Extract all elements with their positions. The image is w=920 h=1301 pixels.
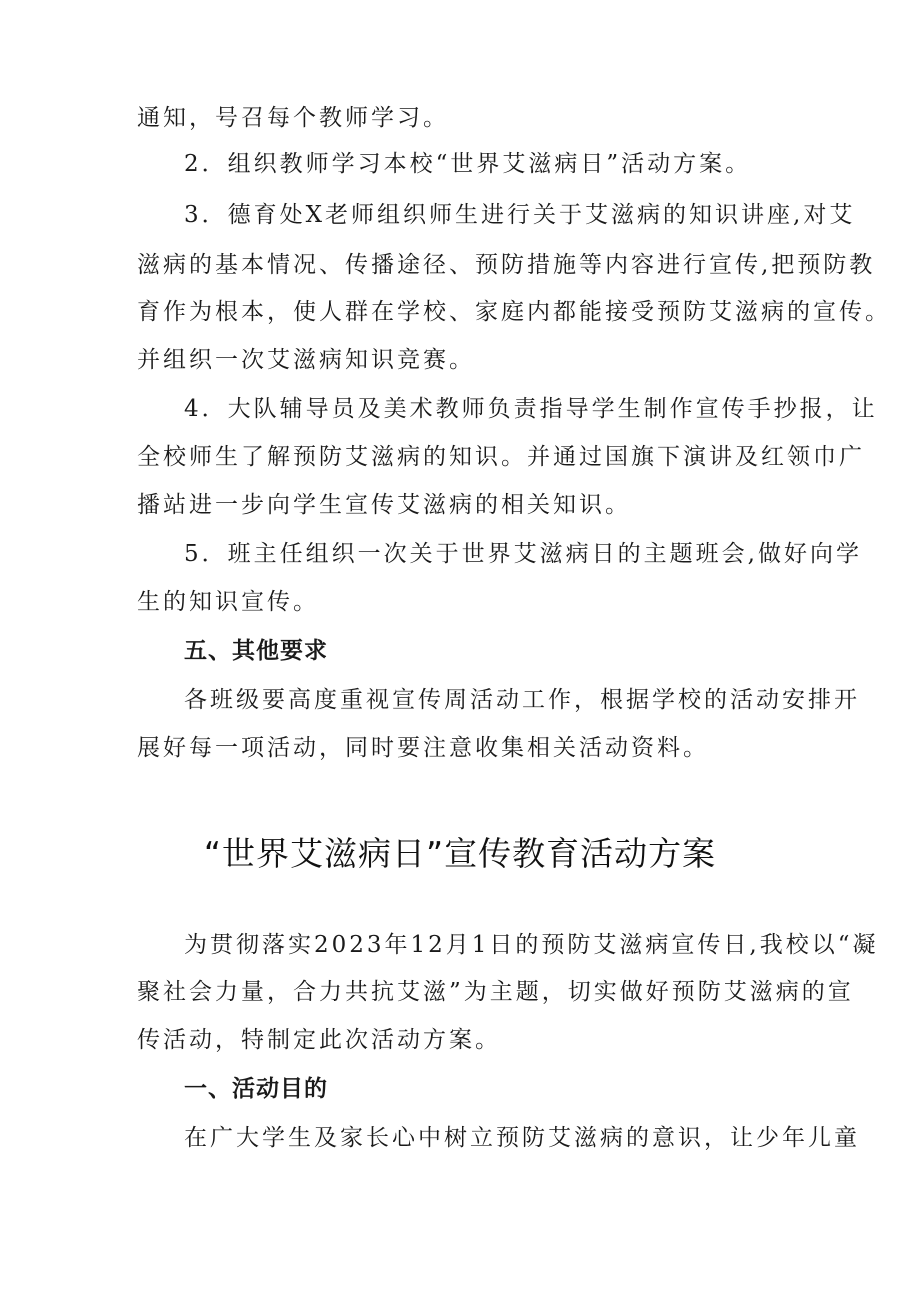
paragraph-line: 展好每一项活动，同时要注意收集相关活动资料。 xyxy=(137,735,709,761)
paragraph-line: 生的知识宣传。 xyxy=(137,589,319,615)
list-item-2: 2．组织教师学习本校“世界艾滋病日”活动方案。 xyxy=(184,151,752,177)
paragraph-line: 在广大学生及家长心中树立预防艾滋病的意识，让少年儿童 xyxy=(184,1125,860,1151)
paragraph-line: 为贯彻落实2023年12月1日的预防艾滋病宣传日,我校以“凝 xyxy=(184,932,879,958)
paragraph-line: 并组织一次艾滋病知识竞赛。 xyxy=(137,347,475,373)
paragraph-line: 全校师生了解预防艾滋病的知识。并通过国旗下演讲及红领巾广 xyxy=(137,444,865,470)
section-five-heading: 五、其他要求 xyxy=(184,638,328,664)
list-item-4: 4．大队辅导员及美术教师负责指导学生制作宣传手抄报，让 xyxy=(184,396,878,422)
list-item-3: 3．德育处X老师组织师生进行关于艾滋病的知识讲座,对艾 xyxy=(184,202,856,228)
section-one-heading: 一、活动目的 xyxy=(184,1076,328,1102)
paragraph-line: 各班级要高度重视宣传周活动工作，根据学校的活动安排开 xyxy=(184,687,860,713)
paragraph-line: 通知，号召每个教师学习。 xyxy=(137,105,449,131)
paragraph-line: 聚社会力量，合力共抗艾滋”为主题，切实做好预防艾滋病的宣 xyxy=(137,979,854,1005)
list-item-5: 5．班主任组织一次关于世界艾滋病日的主题班会,做好向学 xyxy=(184,541,862,567)
paragraph-line: 滋病的基本情况、传播途径、预防措施等内容进行宣传,把预防教 xyxy=(137,252,876,278)
paragraph-line: 育作为根本，使人群在学校、家庭内都能接受预防艾滋病的宣传。 xyxy=(137,299,891,325)
paragraph-line: 传活动，特制定此次活动方案。 xyxy=(137,1027,501,1053)
paragraph-line: 播站进一步向学生宣传艾滋病的相关知识。 xyxy=(137,492,631,518)
plan-title: “世界艾滋病日”宣传教育活动方案 xyxy=(203,834,717,873)
